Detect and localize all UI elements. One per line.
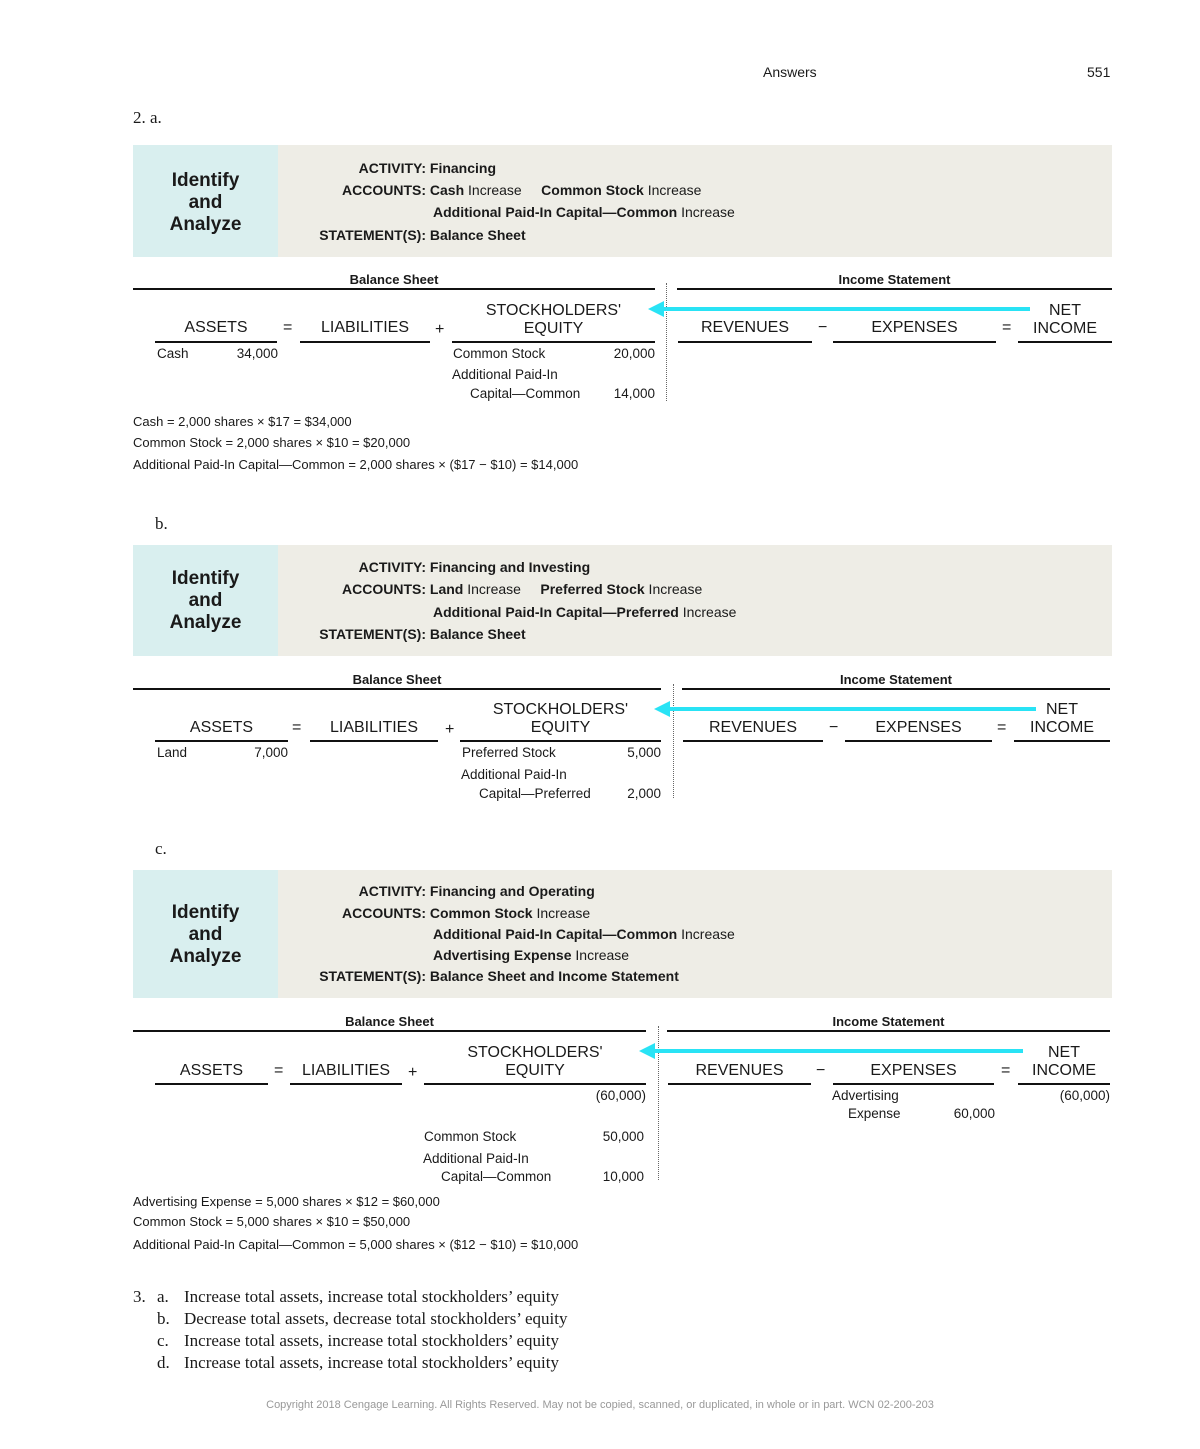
accounts-row2-a: Additional Paid-In Capital—Common Increase — [433, 204, 735, 220]
activity-row-c: ACTIVITY: Financing and Operating — [358, 883, 595, 899]
equals-sign: = — [997, 719, 1007, 736]
net-income-heading: NET INCOME — [1033, 302, 1097, 337]
underline — [1018, 1083, 1110, 1085]
equity-item: Common Stock — [453, 346, 546, 361]
expenses-heading: EXPENSES — [871, 319, 958, 336]
equity-item: Preferred Stock — [462, 745, 556, 760]
accounts-row-b: ACCOUNTS: Land Increase Preferred Stock Increase — [342, 581, 703, 597]
answer-text: Increase total assets, increase total stockholders’ equity — [184, 1287, 559, 1306]
underline — [833, 341, 996, 343]
underline — [155, 1083, 268, 1085]
statements-row-c: STATEMENT(S): Balance Sheet and Income Statement — [319, 968, 679, 984]
underline — [452, 341, 655, 343]
accounts-row2-b: Additional Paid-In Capital—Preferred Increase — [433, 604, 737, 620]
liabilities-heading: LIABILITIES — [329, 719, 419, 736]
minus-sign: − — [816, 1062, 826, 1079]
asset-item: Land — [157, 745, 188, 760]
equity-heading: STOCKHOLDERS' EQUITY — [492, 701, 629, 736]
equals-sign: = — [283, 319, 293, 336]
equals-sign: = — [1001, 1062, 1011, 1079]
arrow-head-icon — [654, 701, 670, 717]
equity-item: Common Stock — [424, 1129, 517, 1144]
statements-row-b: STATEMENT(S): Balance Sheet — [319, 626, 526, 642]
equity-item: Additional Paid-In — [461, 767, 567, 782]
underline — [300, 341, 430, 343]
expense-value: 60,000 — [953, 1106, 995, 1121]
arrow-head-icon — [648, 301, 664, 317]
income-statement-title-a: Income Statement — [838, 272, 951, 287]
answer-text: Increase total assets, increase total stockholders’ equity — [184, 1331, 559, 1350]
underline — [845, 740, 992, 742]
minus-sign: − — [818, 319, 828, 336]
part-a-label: 2. a. — [133, 108, 162, 127]
underline — [1018, 341, 1112, 343]
separator — [666, 283, 667, 401]
equity-item: Capital—Common — [470, 386, 581, 401]
copyright-footer: Copyright 2018 Cengage Learning. All Rights Reserved. May not be copied, scanned, or duplicated, in whole or in part. WCN 02-200-203 — [266, 1399, 934, 1411]
equals-sign: = — [292, 719, 302, 736]
answer-letter: d. — [157, 1353, 170, 1372]
running-header: Answers — [763, 64, 817, 80]
underline — [1014, 740, 1110, 742]
underline — [155, 341, 277, 343]
answer-letter: c. — [157, 1331, 169, 1350]
accounts-row-a: ACCOUNTS: Cash Increase Common Stock Increase — [342, 182, 702, 198]
net-income-arrow — [662, 307, 1030, 311]
equity-item: Additional Paid-In — [423, 1151, 529, 1166]
calculation-note: Additional Paid-In Capital—Common = 5,000 shares × ($12 − $10) = $10,000 — [133, 1237, 579, 1252]
part-b-label: b. — [155, 514, 168, 533]
minus-sign: − — [829, 719, 839, 736]
asset-value: 34,000 — [236, 346, 278, 361]
equity-value: 10,000 — [602, 1169, 644, 1184]
plus-sign: + — [435, 321, 445, 338]
underline — [310, 740, 438, 742]
underline — [833, 1083, 994, 1085]
calculation-note: Additional Paid-In Capital—Common = 2,000 shares × ($17 − $10) = $14,000 — [133, 457, 579, 472]
equals-sign: = — [274, 1062, 284, 1079]
accounts-row-c: ACCOUNTS: Common Stock Increase — [342, 905, 591, 921]
expense-item: Advertising — [832, 1088, 899, 1103]
accounts-row2-c: Additional Paid-In Capital—Common Increase — [433, 926, 735, 942]
underline — [424, 1083, 646, 1085]
accounts-row3-c: Advertising Expense Increase — [433, 947, 630, 963]
expenses-heading: EXPENSES — [870, 1062, 957, 1079]
underline — [668, 1083, 811, 1085]
asset-item: Cash — [157, 346, 189, 361]
divider — [667, 1030, 1110, 1032]
question-3-number: 3. — [133, 1287, 146, 1306]
calculation-note: Common Stock = 2,000 shares × $10 = $20,000 — [133, 435, 411, 450]
equity-heading: STOCKHOLDERS' EQUITY — [485, 302, 622, 337]
income-statement-title-b: Income Statement — [840, 672, 952, 687]
equity-item: Additional Paid-In — [452, 367, 558, 382]
calculation-note: Advertising Expense = 5,000 shares × $12 = $60,000 — [133, 1194, 440, 1209]
activity-row-b: ACTIVITY: Financing and Investing — [358, 559, 591, 575]
revenues-heading: REVENUES — [695, 1062, 784, 1079]
divider — [677, 288, 1112, 290]
identify-analyze-title-a: Identify and Analyze — [169, 170, 242, 235]
plus-sign: + — [445, 721, 455, 738]
underline — [155, 740, 288, 742]
assets-heading: ASSETS — [184, 319, 248, 336]
equity-value: 50,000 — [602, 1129, 644, 1144]
plus-sign: + — [408, 1064, 418, 1081]
equals-sign: = — [1002, 319, 1012, 336]
underline — [683, 740, 823, 742]
expenses-heading: EXPENSES — [875, 719, 962, 736]
assets-heading: ASSETS — [189, 719, 254, 736]
divider — [133, 688, 661, 690]
income-statement-title-c: Income Statement — [832, 1014, 945, 1029]
equity-value: 2,000 — [627, 786, 661, 801]
identify-analyze-title-b: Identify and Analyze — [169, 568, 242, 633]
divider — [682, 688, 1110, 690]
net-income-arrow — [668, 707, 1036, 711]
identify-analyze-title-c: Identify and Analyze — [169, 902, 242, 967]
balance-sheet-title-a: Balance Sheet — [349, 272, 439, 287]
net-income-value: (60,000) — [1059, 1088, 1110, 1103]
asset-value: 7,000 — [254, 745, 288, 760]
equity-value: (60,000) — [595, 1088, 646, 1103]
liabilities-heading: LIABILITIES — [301, 1062, 391, 1079]
separator — [673, 684, 674, 798]
page-number: 551 — [1087, 64, 1111, 80]
arrow-head-icon — [639, 1043, 655, 1059]
equity-item: Capital—Common — [441, 1169, 552, 1184]
liabilities-heading: LIABILITIES — [320, 319, 410, 336]
activity-row-a: ACTIVITY: Financing — [358, 160, 497, 176]
answer-letter: a. — [157, 1287, 169, 1306]
equity-value: 14,000 — [613, 386, 655, 401]
net-income-heading: NET INCOME — [1032, 1044, 1096, 1079]
revenues-heading: REVENUES — [708, 719, 798, 736]
balance-sheet-title-c: Balance Sheet — [345, 1014, 434, 1029]
answer-text: Decrease total assets, decrease total stockholders’ equity — [184, 1309, 568, 1328]
expense-item: Expense — [848, 1106, 901, 1121]
balance-sheet-title-b: Balance Sheet — [352, 672, 442, 687]
underline — [290, 1083, 402, 1085]
statements-row-a: STATEMENT(S): Balance Sheet — [319, 227, 526, 243]
equity-item: Capital—Preferred — [479, 786, 591, 801]
calculation-note: Cash = 2,000 shares × $17 = $34,000 — [133, 414, 352, 429]
net-income-heading: NET INCOME — [1030, 701, 1094, 736]
revenues-heading: REVENUES — [700, 319, 790, 336]
equity-value: 5,000 — [627, 745, 661, 760]
net-income-arrow — [653, 1049, 1023, 1053]
divider — [133, 288, 655, 290]
divider — [133, 1030, 646, 1032]
underline — [460, 740, 661, 742]
assets-heading: ASSETS — [179, 1062, 244, 1079]
equity-value: 20,000 — [613, 346, 655, 361]
part-c-label: c. — [155, 839, 167, 858]
underline — [678, 341, 812, 343]
answer-letter: b. — [157, 1309, 170, 1328]
calculation-note: Common Stock = 5,000 shares × $10 = $50,000 — [133, 1214, 411, 1229]
equity-heading: STOCKHOLDERS' EQUITY — [467, 1044, 603, 1079]
answer-text: Increase total assets, increase total stockholders’ equity — [184, 1353, 559, 1372]
